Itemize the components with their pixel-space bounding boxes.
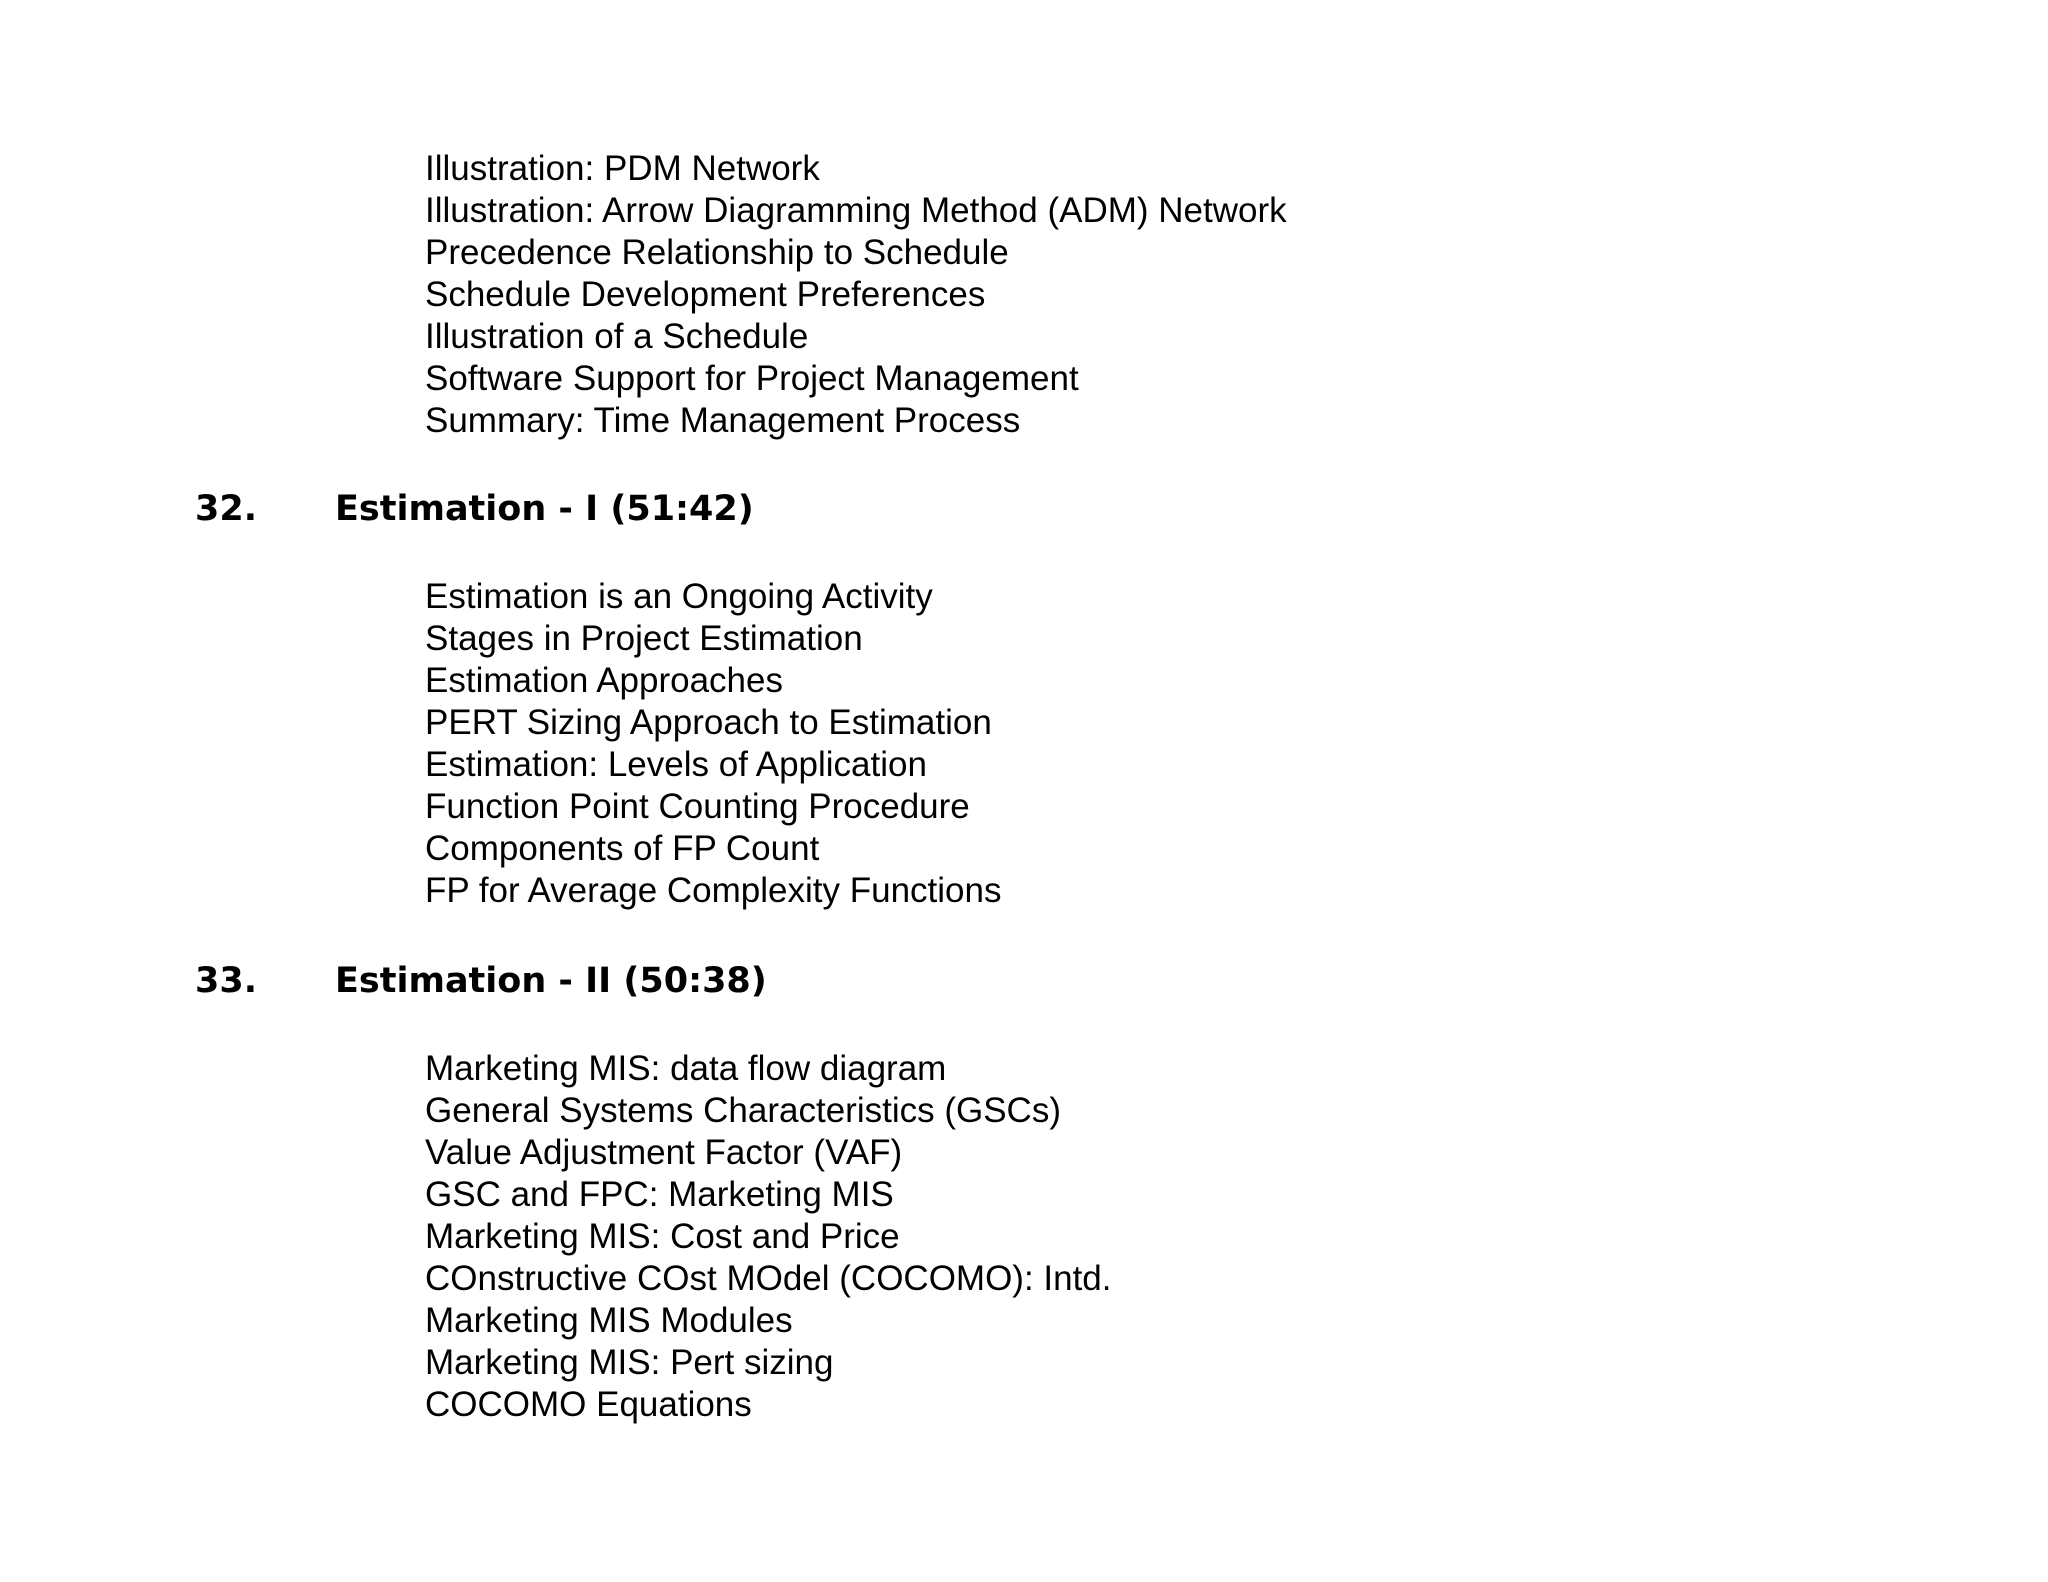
topic-item: Marketing MIS: Pert sizing xyxy=(425,1343,834,1382)
section-33-topic-list xyxy=(425,1048,1112,1426)
topic-item: Summary: Time Management Process xyxy=(425,401,1021,440)
intro-topic-list xyxy=(425,148,1287,442)
topic-item: Function Point Counting Procedure xyxy=(425,787,970,826)
section-number: 32. xyxy=(195,489,258,529)
topic-item: Stages in Project Estimation xyxy=(425,619,863,658)
section-title: Estimation - II (50:38) xyxy=(335,961,767,1001)
section-title: Estimation - I (51:42) xyxy=(335,489,754,529)
topic-item: Illustration: Arrow Diagramming Method (ADM) Network xyxy=(425,191,1287,230)
topic-item: Marketing MIS Modules xyxy=(425,1301,793,1340)
topic-item: Components of FP Count xyxy=(425,829,820,868)
topic-item: Estimation is an Ongoing Activity xyxy=(425,577,933,616)
topic-item: Value Adjustment Factor (VAF) xyxy=(425,1133,903,1172)
topic-item: Software Support for Project Management xyxy=(425,359,1079,398)
topic-item: Estimation Approaches xyxy=(425,661,783,700)
topic-item: Marketing MIS: Cost and Price xyxy=(425,1217,900,1256)
topic-item: Illustration: PDM Network xyxy=(425,149,820,188)
topic-item: Estimation: Levels of Application xyxy=(425,745,927,784)
section-number: 33. xyxy=(195,961,258,1001)
topic-item: FP for Average Complexity Functions xyxy=(425,871,1002,910)
section-heading-33 xyxy=(195,959,767,1003)
topic-item: Marketing MIS: data flow diagram xyxy=(425,1049,947,1088)
topic-item: General Systems Characteristics (GSCs) xyxy=(425,1091,1061,1130)
topic-item: PERT Sizing Approach to Estimation xyxy=(425,703,992,742)
topic-item: GSC and FPC: Marketing MIS xyxy=(425,1175,894,1214)
topic-item: Precedence Relationship to Schedule xyxy=(425,233,1009,272)
topic-item: Schedule Development Preferences xyxy=(425,275,986,314)
topic-item: COCOMO Equations xyxy=(425,1385,752,1424)
topic-item: COnstructive COst MOdel (COCOMO): Intd. xyxy=(425,1259,1112,1298)
topic-item: Illustration of a Schedule xyxy=(425,317,809,356)
section-32-topic-list xyxy=(425,576,1001,912)
section-heading-32 xyxy=(195,487,754,531)
